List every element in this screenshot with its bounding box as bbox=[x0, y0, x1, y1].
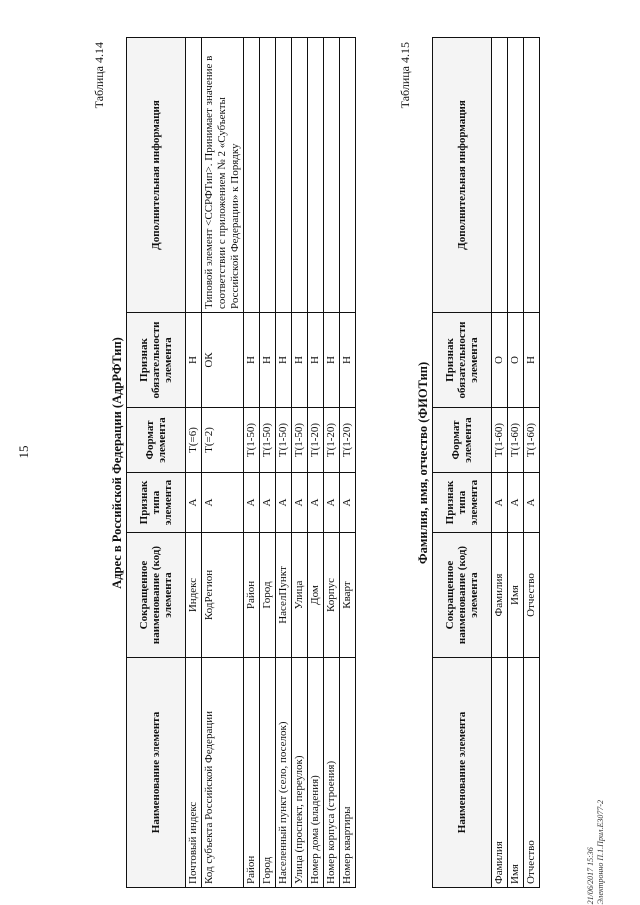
table-row bbox=[244, 38, 260, 888]
table-label: Таблица 4.15 bbox=[398, 42, 412, 109]
cell-code: Отчество bbox=[524, 533, 540, 658]
cell-obligatory: О bbox=[508, 313, 524, 408]
table-row bbox=[276, 38, 292, 888]
cell-type: А bbox=[260, 473, 276, 533]
cell-format: T(1-50) bbox=[244, 408, 260, 473]
cell-name: Отчество bbox=[524, 658, 540, 888]
table-row bbox=[524, 38, 540, 888]
cell-name: Фамилия bbox=[492, 658, 508, 888]
cell-format: T(1-20) bbox=[324, 408, 340, 473]
cell-type: А bbox=[202, 473, 244, 533]
cell-obligatory: Н bbox=[308, 313, 324, 408]
cell-obligatory: Н bbox=[244, 313, 260, 408]
cell-type: А bbox=[308, 473, 324, 533]
table-label: Таблица 4.14 bbox=[92, 42, 106, 109]
cell-type: А bbox=[508, 473, 524, 533]
cell-format: T(1-50) bbox=[260, 408, 276, 473]
table-row bbox=[324, 38, 340, 888]
cell-type: А bbox=[276, 473, 292, 533]
cell-type: А bbox=[324, 473, 340, 533]
footer-line: Электронно П.1.Прил.E3077-2 bbox=[596, 800, 605, 905]
header-extra: Дополнительная информация bbox=[433, 38, 492, 313]
cell-format: T(1-20) bbox=[340, 408, 356, 473]
cell-name: Почтовый индекс bbox=[186, 658, 202, 888]
table-row bbox=[508, 38, 524, 888]
table-header-row bbox=[433, 38, 492, 888]
header-format: Формат элемента bbox=[433, 408, 492, 473]
cell-extra bbox=[492, 38, 508, 313]
address-table bbox=[126, 37, 356, 888]
cell-extra bbox=[276, 38, 292, 313]
table-row bbox=[202, 38, 244, 888]
cell-extra bbox=[508, 38, 524, 313]
cell-obligatory: ОК bbox=[202, 313, 244, 408]
table-4-15-block bbox=[396, 38, 537, 888]
cell-type: А bbox=[186, 473, 202, 533]
cell-extra bbox=[260, 38, 276, 313]
header-type-sign: Признак типа элемента bbox=[127, 473, 186, 533]
table-row bbox=[340, 38, 356, 888]
fio-table bbox=[432, 37, 540, 888]
cell-extra bbox=[340, 38, 356, 313]
cell-extra bbox=[292, 38, 308, 313]
table-header-row bbox=[127, 38, 186, 888]
cell-name: Имя bbox=[508, 658, 524, 888]
cell-name: Город bbox=[260, 658, 276, 888]
cell-format: T(=6) bbox=[186, 408, 202, 473]
cell-code: НаселПункт bbox=[276, 533, 292, 658]
table-row bbox=[186, 38, 202, 888]
cell-obligatory: Н bbox=[186, 313, 202, 408]
cell-extra bbox=[524, 38, 540, 313]
header-obligatory: Признак обязательности элемента bbox=[433, 313, 492, 408]
footer-line: 21/06/2017 15:36 bbox=[586, 847, 595, 905]
cell-code: Корпус bbox=[324, 533, 340, 658]
cell-format: T(1-60) bbox=[524, 408, 540, 473]
header-type-sign: Признак типа элемента bbox=[433, 473, 492, 533]
cell-name: Населенный пункт (село, поселок) bbox=[276, 658, 292, 888]
table-4-14-block bbox=[90, 38, 353, 888]
table-row bbox=[292, 38, 308, 888]
cell-obligatory: Н bbox=[524, 313, 540, 408]
header-obligatory: Признак обязательности элемента bbox=[127, 313, 186, 408]
cell-code: Район bbox=[244, 533, 260, 658]
cell-extra bbox=[324, 38, 340, 313]
cell-name: Номер квартиры bbox=[340, 658, 356, 888]
cell-code: Улица bbox=[292, 533, 308, 658]
header-code: Сокращенное наименование (код) элемента bbox=[127, 533, 186, 658]
cell-name: Номер корпуса (строения) bbox=[324, 658, 340, 888]
cell-type: А bbox=[524, 473, 540, 533]
table-row bbox=[492, 38, 508, 888]
cell-code: Город bbox=[260, 533, 276, 658]
cell-type: А bbox=[492, 473, 508, 533]
cell-code: Фамилия bbox=[492, 533, 508, 658]
cell-extra bbox=[186, 38, 202, 313]
cell-obligatory: Н bbox=[324, 313, 340, 408]
header-format: Формат элемента bbox=[127, 408, 186, 473]
cell-extra: Типовой элемент <ССРФТип>. Принимает значение в соответствии с приложением № 2 «Субъекты Российской Федерации» к Порядку bbox=[202, 38, 244, 313]
cell-format: T(1-60) bbox=[508, 408, 524, 473]
header-name: Наименование элемента bbox=[127, 658, 186, 888]
cell-type: А bbox=[292, 473, 308, 533]
footer-stamp bbox=[586, 800, 606, 904]
cell-obligatory: Н bbox=[292, 313, 308, 408]
table-row bbox=[260, 38, 276, 888]
cell-name: Улица (проспект, переулок) bbox=[292, 658, 308, 888]
cell-format: T(1-20) bbox=[308, 408, 324, 473]
cell-name: Район bbox=[244, 658, 260, 888]
cell-format: T(1-50) bbox=[292, 408, 308, 473]
cell-format: T(1-50) bbox=[276, 408, 292, 473]
cell-code: Имя bbox=[508, 533, 524, 658]
header-extra: Дополнительная информация bbox=[127, 38, 186, 313]
table-row bbox=[308, 38, 324, 888]
cell-format: T(=2) bbox=[202, 408, 244, 473]
cell-extra bbox=[244, 38, 260, 313]
cell-obligatory: Н bbox=[276, 313, 292, 408]
cell-extra bbox=[308, 38, 324, 313]
cell-code: Индекс bbox=[186, 533, 202, 658]
header-code: Сокращенное наименование (код) элемента bbox=[433, 533, 492, 658]
cell-code: Кварт bbox=[340, 533, 356, 658]
page-number: 15 bbox=[16, 445, 31, 459]
table-title: Адрес в Российской Федерации (АдрРФТип) bbox=[110, 337, 124, 589]
cell-obligatory: Н bbox=[340, 313, 356, 408]
cell-code: Дом bbox=[308, 533, 324, 658]
cell-obligatory: Н bbox=[260, 313, 276, 408]
header-name: Наименование элемента bbox=[433, 658, 492, 888]
table-title: Фамилия, имя, отчество (ФИОТип) bbox=[416, 361, 430, 565]
cell-obligatory: О bbox=[492, 313, 508, 408]
cell-name: Код субъекта Российской Федерации bbox=[202, 658, 244, 888]
cell-format: T(1-60) bbox=[492, 408, 508, 473]
cell-name: Номер дома (владения) bbox=[308, 658, 324, 888]
cell-code: КодРегион bbox=[202, 533, 244, 658]
cell-type: А bbox=[244, 473, 260, 533]
cell-type: А bbox=[340, 473, 356, 533]
